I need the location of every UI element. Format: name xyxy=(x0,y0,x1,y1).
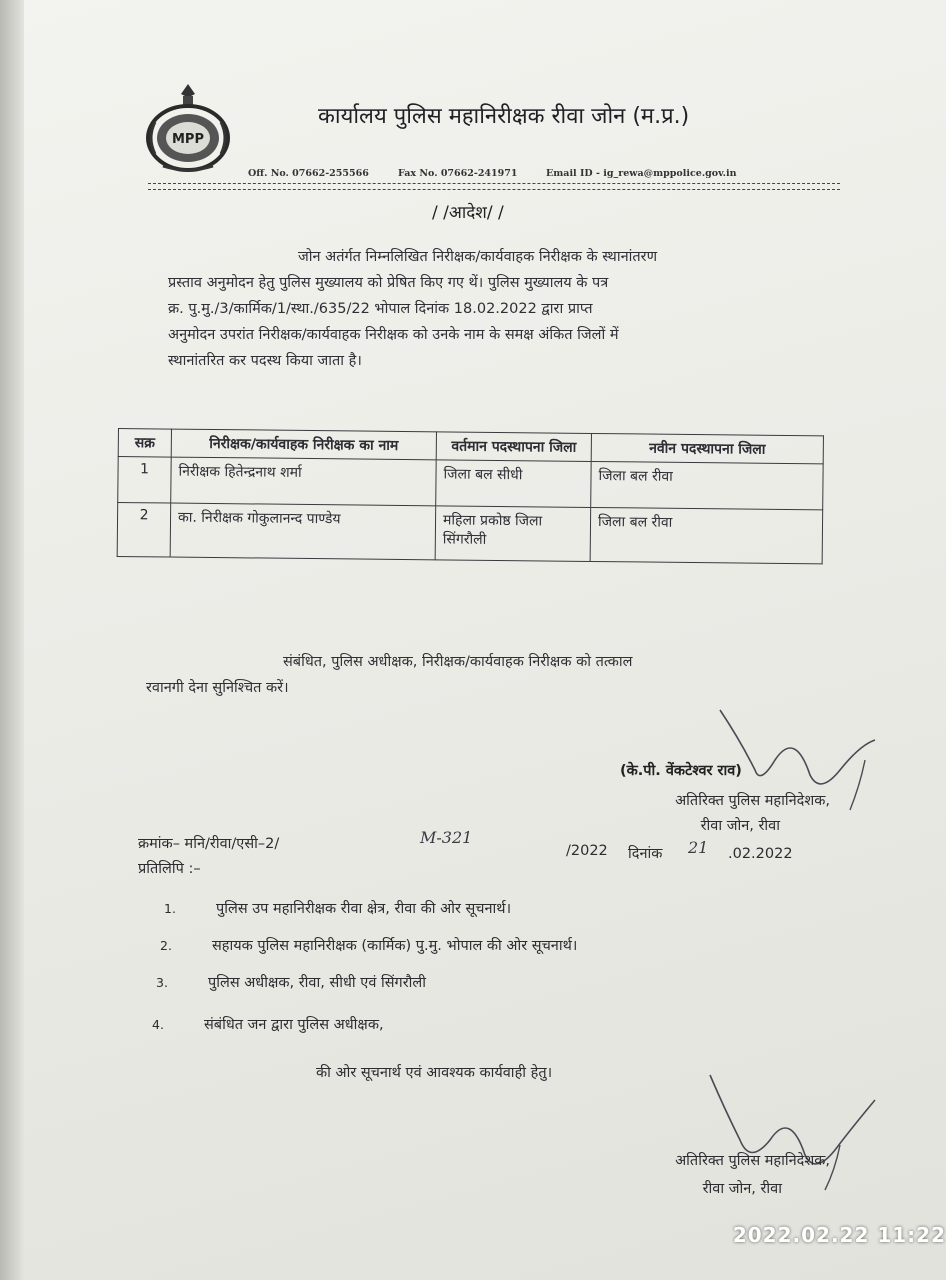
cell-serial: 1 xyxy=(118,457,171,504)
header-new-posting: नवीन पदस्थापना जिला xyxy=(591,433,823,463)
copy-item-text: संबंधित जन द्वारा पुलिस अधीक्षक, xyxy=(204,1017,384,1033)
page-shadow-edge xyxy=(0,0,24,1280)
police-emblem-icon xyxy=(143,82,233,174)
header-divider-2 xyxy=(148,189,840,190)
emblem-text: MPP xyxy=(172,132,204,147)
signatory-name: (के.पी. वेंकटेश्वर राव) xyxy=(620,763,742,779)
table-row xyxy=(118,457,823,510)
cell-serial: 2 xyxy=(117,503,171,558)
footer-designation: अतिरिक्त पुलिस महानिदेशक, xyxy=(675,1153,830,1169)
cell-current-posting: महिला प्रकोष्ठ जिला सिंगरौली xyxy=(435,506,591,562)
intro-paragraph xyxy=(168,244,818,374)
intro-line: क्र. पु.मु./3/कार्मिक/1/स्था./635/22 भोपाल दिनांक 18.02.2022 द्वारा प्राप्त xyxy=(168,301,593,317)
handwritten-order-number: M-321 xyxy=(420,828,473,847)
reference-date-suffix: .02.2022 xyxy=(728,846,793,862)
copy-item xyxy=(152,1014,384,1034)
footer-office: रीवा जोन, रीवा xyxy=(702,1181,782,1197)
cell-name: का. निरीक्षक गोकुलानन्द पाण्डेय xyxy=(170,503,436,560)
copy-to-label: प्रतिलिपि :– xyxy=(138,861,201,877)
cell-new-posting: जिला बल रीवा xyxy=(590,507,823,563)
copy-item-text: पुलिस उप महानिरीक्षक रीवा क्षेत्र, रीवा की ओर सूचनार्थ। xyxy=(216,901,512,917)
copy-item-text: पुलिस अधीक्षक, रीवा, सीधी एवं सिंगरौली xyxy=(208,975,426,991)
reference-year: /2022 xyxy=(566,843,608,859)
email-id: Email ID - ig_rewa@mppolice.gov.in xyxy=(546,168,737,179)
reference-date-label: दिनांक xyxy=(628,846,663,862)
instruction-line: रवानगी देना सुनिश्चित करें। xyxy=(146,680,289,696)
order-heading: / /आदेश/ / xyxy=(432,203,504,223)
intro-line: जोन अतंर्गत निम्नलिखित निरीक्षक/कार्यवाहक निरीक्षक के स्थानांतरण xyxy=(298,249,658,265)
copy-item-number: 3. xyxy=(156,975,168,990)
intro-line: स्थानांतरित कर पदस्थ किया जाता है। xyxy=(168,353,362,369)
cell-name: निरीक्षक हितेन्द्रनाथ शर्मा xyxy=(171,457,436,506)
office-title: कार्यालय पुलिस महानिरीक्षक रीवा जोन (म.प्र.) xyxy=(318,104,690,129)
copy-item xyxy=(164,898,511,918)
copy-item-number: 2. xyxy=(160,938,172,953)
copy-item-text: सहायक पुलिस महानिरीक्षक (कार्मिक) पु.मु. भोपाल की ओर सूचनार्थ। xyxy=(212,938,578,954)
header-current-posting: वर्तमान पदस्थापना जिला xyxy=(436,432,591,462)
copy-continuation: की ओर सूचनार्थ एवं आवश्यक कार्यवाही हेतु। xyxy=(316,1065,553,1081)
signatory-office: रीवा जोन, रीवा xyxy=(700,818,780,834)
instruction-line: संबंधित, पुलिस अधीक्षक, निरीक्षक/कार्यवाहक निरीक्षक को तत्काल xyxy=(283,654,633,670)
copy-item-number: 1. xyxy=(164,901,176,916)
cell-current-posting: जिला बल सीधी xyxy=(436,460,591,508)
photo-timestamp: 2022.02.22 11:22 xyxy=(732,1223,946,1247)
intro-line: प्रस्ताव अनुमोदन हेतु पुलिस मुख्यालय को प्रेषित किए गए थें। पुलिस मुख्यालय के पत्र xyxy=(168,275,609,291)
office-phone: Off. No. 07662-255566 xyxy=(248,168,369,179)
header-serial: सक्र xyxy=(118,429,171,458)
copy-item xyxy=(160,935,577,955)
copy-item-number: 4. xyxy=(152,1017,164,1032)
copy-item xyxy=(156,972,426,992)
cell-new-posting: जिला बल रीवा xyxy=(591,461,823,509)
header-divider xyxy=(148,183,840,184)
signatory-designation: अतिरिक्त पुलिस महानिदेशक, xyxy=(675,793,830,809)
intro-line: अनुमोदन उपरांत निरीक्षक/कार्यवाहक निरीक्षक को उनके नाम के समक्ष अंकित जिलों में xyxy=(168,327,619,343)
table-row xyxy=(117,503,823,564)
header-name: निरीक्षक/कार्यवाहक निरीक्षक का नाम xyxy=(171,429,436,460)
transfer-table xyxy=(117,428,824,564)
handwritten-day: 21 xyxy=(688,838,709,857)
fax-number: Fax No. 07662-241971 xyxy=(398,168,518,179)
instruction-paragraph xyxy=(146,649,818,701)
reference-prefix: क्रमांक– मनि/रीवा/एसी–2/ xyxy=(138,836,280,852)
